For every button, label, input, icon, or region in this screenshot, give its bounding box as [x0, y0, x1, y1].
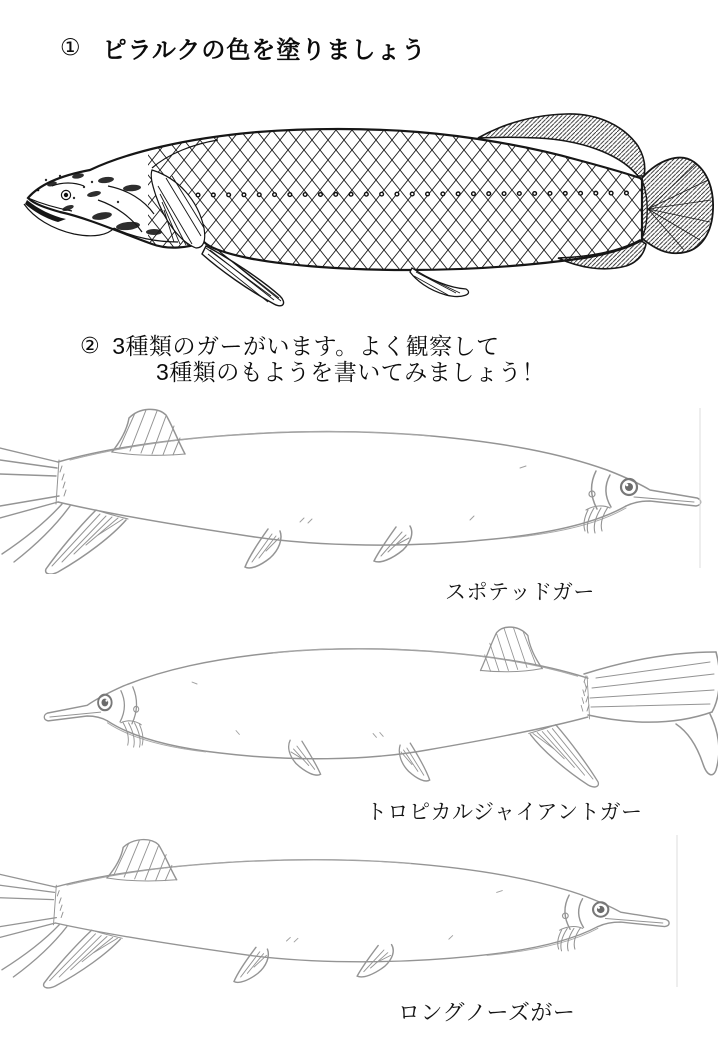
section1-number: ① [60, 34, 81, 60]
arapaima-pelvic-fin [410, 268, 469, 296]
gar2-tail-fin [584, 652, 718, 775]
spotted-gar-sketch [0, 402, 710, 574]
tropical-giant-gar-sketch [28, 612, 718, 790]
section1-title: ピラルクの色を塗りましょう [102, 37, 427, 64]
gar-label-tropical-giant: トロピカルジャイアントガー [366, 801, 643, 824]
gar-label-longnose: ロングノーズがー [398, 1000, 576, 1025]
section2-line2: 3種類のもようを書いてみましょう！ [156, 359, 546, 385]
arapaima-tail-fin [642, 158, 713, 254]
arapaima-illustration [8, 90, 714, 314]
gar-label-spotted: スポテッドガー [445, 581, 595, 604]
section2-number: ② [80, 333, 101, 358]
section1-heading [60, 30, 426, 65]
section2-line1: 3種類のガーがいます。よく観察して [112, 333, 500, 359]
longnose-gar-sketch [0, 833, 710, 991]
section2-heading [80, 333, 545, 385]
